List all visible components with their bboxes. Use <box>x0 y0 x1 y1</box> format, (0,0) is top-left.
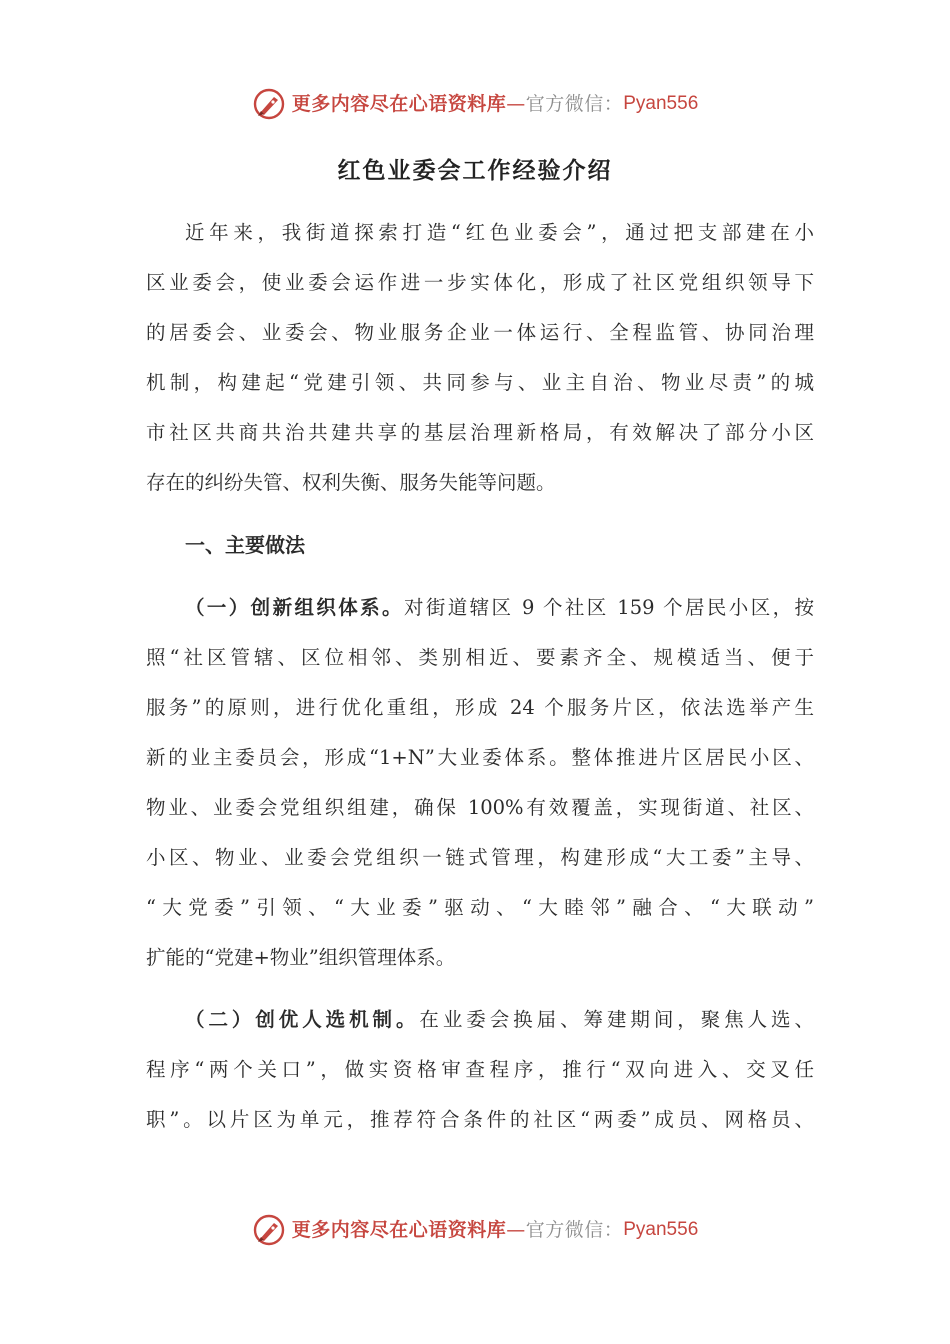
pen-nib-logo-icon <box>252 1213 286 1247</box>
footer-watermark-banner <box>0 1210 950 1250</box>
banner-dash: — <box>506 1218 526 1241</box>
banner-wechat-label: 官方微信： <box>525 92 624 115</box>
paragraph-line: 机制，构建起“党建引领、共同参与、业主自治、物业尽责”的城 <box>146 371 814 394</box>
paragraph-line <box>146 1002 814 1052</box>
paragraph-line: 的居委会、业委会、物业服务企业一体运行、全程监管、协同治理 <box>146 321 814 344</box>
paragraph-line: 物业、业委会党组织组建，确保 100%有效覆盖，实现街道、社区、 <box>146 796 814 819</box>
subsection-heading: （二）创优人选机制。 <box>185 1008 420 1031</box>
banner-library-text: 更多内容尽在心语资料库 <box>291 1218 507 1241</box>
subsection-1 <box>146 590 814 990</box>
document-title: 红色业委会工作经验介绍 <box>337 157 613 184</box>
paragraph-line: 近年来，我街道探索打造“红色业委会”，通过把支部建在小 <box>185 221 814 244</box>
section-heading: 一、主要做法 <box>185 533 305 557</box>
paragraph-line: 职”。以片区为单元，推荐符合条件的社区“两委”成员、网格员、 <box>146 1108 814 1131</box>
paragraph-line: 扩能的“党建+物业”组织管理体系。 <box>146 946 456 969</box>
subsection-2 <box>146 1002 814 1152</box>
banner-library-text: 更多内容尽在心语资料库 <box>291 92 507 115</box>
banner-dash: — <box>506 92 526 115</box>
banner-wechat-id: Pyan556 <box>623 1219 699 1240</box>
paragraph-line: 新的业主委员会，形成“1+N”大业委体系。整体推进片区居民小区、 <box>146 746 814 769</box>
paragraph-line: 程序“两个关口”，做实资格审查程序，推行“双向进入、交叉任 <box>146 1058 814 1081</box>
paragraph-line: 存在的纠纷失管、权利失衡、服务失能等问题。 <box>146 471 556 494</box>
header-watermark-banner <box>0 84 950 124</box>
banner-wechat-id: Pyan556 <box>623 93 699 114</box>
paragraph-line: 服务”的原则，进行优化重组，形成 24 个服务片区，依法选举产生 <box>146 696 814 719</box>
paragraph-line: 小区、物业、业委会党组织一链式管理，构建形成“大工委”主导、 <box>146 846 814 869</box>
paragraph-line <box>146 590 814 640</box>
section-heading-container <box>146 527 814 563</box>
banner-wechat-label: 官方微信： <box>525 1218 624 1241</box>
paragraph-text: 在业委会换届、筹建期间，聚焦人选、 <box>419 1008 814 1031</box>
paragraph-line: 照“社区管辖、区位相邻、类别相近、要素齐全、规模适当、便于 <box>146 646 814 669</box>
paragraph-line: 区业委会，使业委会运作进一步实体化，形成了社区党组织领导下 <box>146 271 814 294</box>
pen-nib-logo-icon <box>252 87 286 121</box>
paragraph-text: 对街道辖区 9 个社区 159 个居民小区，按 <box>403 596 814 619</box>
paragraph-line: 市社区共商共治共建共享的基层治理新格局，有效解决了部分小区 <box>146 421 814 444</box>
subsection-heading: （一）创新组织体系。 <box>185 596 404 619</box>
paragraph-line: “大党委”引领、“大业委”驱动、“大睦邻”融合、“大联动” <box>146 896 814 919</box>
intro-paragraph <box>146 215 814 515</box>
